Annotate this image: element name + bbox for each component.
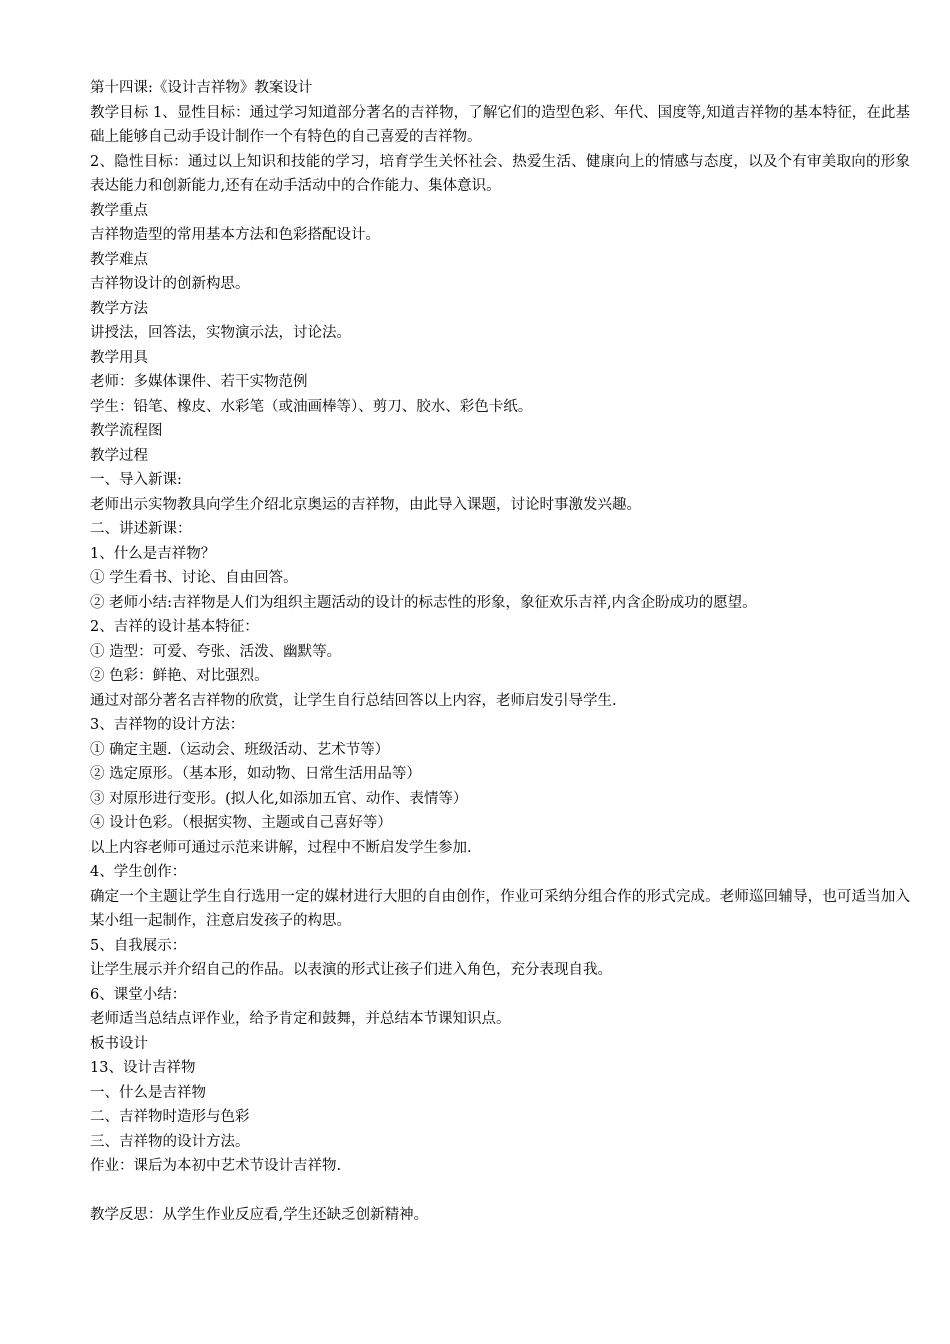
key-points-text: 吉祥物造型的常用基本方法和色彩搭配设计。 [90, 227, 380, 243]
board-item-3: 三、吉祥物的设计方法。 [90, 1133, 250, 1150]
question-5-text: 让学生展示并介绍自己的作品。以表演的形式让孩子们进入角色，充分表现自我。 [90, 962, 612, 978]
part1-heading: 一、导入新课: [90, 472, 182, 488]
board-item-1: 一、什么是吉祥物 [90, 1084, 206, 1101]
question-3: 3、吉祥物的设计方法： [90, 717, 245, 733]
document-body [90, 76, 910, 1228]
question-3-item-b: ② 选定原形。（基本形，如动物、日常生活用品等） [90, 766, 421, 782]
board-heading: 板书设计 [90, 1035, 148, 1052]
question-2: 2、吉祥的设计基本特征： [90, 619, 259, 635]
document-title: 第十四课:《设计吉祥物》教案设计 [90, 80, 313, 96]
board-item-2: 二、吉祥物时造形与色彩 [90, 1109, 250, 1125]
question-1-item-b: ② 老师小结:吉祥物是人们为组织主题活动的设计的标志性的形象，象征欢乐吉祥,内含企盼成功的愿望。 [90, 594, 757, 611]
homework: 作业：课后为本初中艺术节设计吉祥物. [90, 1158, 342, 1174]
question-3-item-a: ① 确定主题.（运动会、班级活动、艺术节等） [90, 741, 390, 758]
board-title: 13、设计吉祥物 [90, 1060, 196, 1076]
difficulty-heading: 教学难点 [90, 251, 148, 268]
question-3-summary: 以上内容老师可通过示范来讲解，过程中不断启发学生参加. [90, 839, 472, 856]
method-heading: 教学方法 [90, 300, 148, 317]
teaching-goal-implicit: 2、隐性目标：通过以上知识和技能的学习，培育学生关怀社会、热爱生活、健康向上的情感与态度，以及个有审美取向的形象表达能力和创新能力,还有在动手活动中的合作能力、集体意识。 [90, 153, 910, 194]
reflection: 教学反思：从学生作业反应看,学生还缺乏创新精神。 [90, 1207, 429, 1223]
question-1: 1、什么是吉祥物？ [90, 545, 216, 562]
blank-line [90, 1179, 910, 1204]
tools-teacher: 老师：多媒体课件、若干实物范例 [90, 374, 308, 390]
method-text: 讲授法，回答法，实物演示法，讨论法。 [90, 325, 351, 341]
process-heading: 教学过程 [90, 447, 148, 464]
question-2-summary: 通过对部分著名吉祥物的欣赏，让学生自行总结回答以上内容，老师启发引导学生. [90, 692, 617, 709]
question-5: 5、自我展示： [90, 937, 187, 954]
question-1-item-a: ① 学生看书、讨论、自由回答。 [90, 570, 298, 586]
difficulty-text: 吉祥物设计的创新构思。 [90, 276, 250, 292]
teaching-goal-explicit: 教学目标 1、显性目标：通过学习知道部分著名的吉祥物，了解它们的造型色彩、年代、国度等,知道吉祥物的基本特征，在此基础上能够自己动手设计制作一个有特色的自己喜爱的吉祥物。 [90, 104, 910, 145]
part2-heading: 二、讲述新课： [90, 521, 192, 537]
question-3-item-c: ③ 对原形进行变形。(拟人化,如添加五官、动作、表情等） [90, 790, 468, 807]
part1-text: 老师出示实物教具向学生介绍北京奥运的吉祥物，由此导入课题，讨论时事激发兴趣。 [90, 496, 641, 513]
question-4: 4、学生创作： [90, 864, 187, 880]
flowchart-heading: 教学流程图 [90, 423, 163, 439]
question-2-item-a: ① 造型：可爱、夸张、活泼、幽默等。 [90, 643, 342, 660]
tools-heading: 教学用具 [90, 349, 148, 366]
key-points-heading: 教学重点 [90, 202, 148, 219]
question-2-item-b: ② 色彩：鲜艳、对比强烈。 [90, 668, 269, 684]
question-6: 6、课堂小结： [90, 986, 187, 1003]
question-3-item-d: ④ 设计色彩。（根据实物、主题或自己喜好等） [90, 815, 392, 831]
tools-student: 学生：铅笔、橡皮、水彩笔（或油画棒等）、剪刀、胶水、彩色卡纸。 [90, 398, 533, 415]
question-6-text: 老师适当总结点评作业，给予肯定和鼓舞，并总结本节课知识点。 [90, 1011, 511, 1027]
question-4-text: 确定一个主题让学生自行选用一定的媒材进行大胆的自由创作，作业可采纳分组合作的形式完成。老师巡回辅导，也可适当加入某小组一起制作，注意启发孩子的构思。 [90, 888, 910, 929]
